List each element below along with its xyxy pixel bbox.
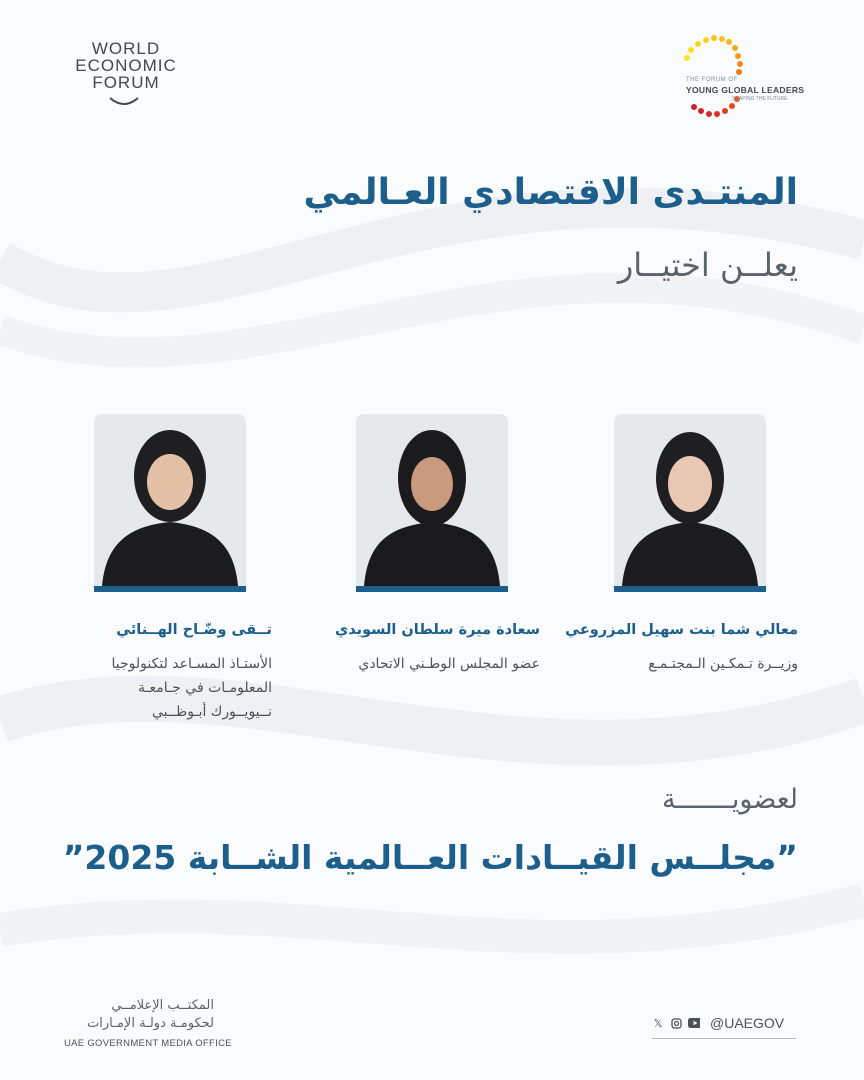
social-handle[interactable]: @UAEGOV	[710, 1015, 785, 1031]
ygl-small-text: THE FORUM OF	[686, 77, 738, 83]
person-role: عضو المجلس الوطـني الاتحادي	[358, 656, 540, 672]
ygl-main-text: YOUNG GLOBAL LEADERS	[686, 85, 805, 95]
portrait-card	[614, 414, 766, 592]
gmo-arabic-line: المكتــب الإعلامــي	[111, 998, 214, 1013]
social-bar	[652, 1014, 784, 1032]
ygl-tagline: SHAPING THE FUTURE	[732, 96, 788, 102]
person-role: الأستـاذ المسـاعد لتكنولوجيا	[111, 656, 272, 672]
wef-logo-line: WORLD	[91, 39, 161, 58]
page-title: المنتـدى الاقتصادي العـالمي	[303, 172, 798, 213]
portrait-accent-bar	[94, 586, 246, 592]
person-role: نــيويــورك أبـوظــبي	[152, 704, 272, 720]
ygl-logo	[672, 30, 805, 126]
portrait-accent-bar	[614, 586, 766, 592]
wef-arc-icon	[108, 96, 140, 106]
person-name: معالي شما بنت سهيل المزروعي	[565, 622, 798, 638]
portrait-card	[356, 414, 508, 592]
portrait-accent-bar	[356, 586, 508, 592]
x-icon[interactable]: 𝕏	[653, 1016, 663, 1030]
gmo-english-name: UAE GOVERNMENT MEDIA OFFICE	[64, 1038, 232, 1049]
portrait-image	[614, 414, 766, 592]
page-subtitle: يعلــن اختيــار	[617, 246, 798, 284]
person-name: سعادة ميرة سلطان السويدي	[334, 622, 540, 638]
portrait-card	[94, 414, 246, 592]
person-name: تــقى وضّـاح الهــنائي	[116, 622, 272, 638]
person-role: المعلومـات في جـامعـة	[137, 680, 272, 696]
membership-intro: لعضويـــــــة	[662, 784, 798, 815]
gmo-arabic-line: لحكومـة دولـة الإمـارات	[87, 1016, 214, 1031]
portrait-image	[356, 414, 508, 592]
instagram-icon[interactable]	[670, 1017, 682, 1029]
person-role: وزيــرة تـمكـين الـمجتـمـع	[648, 656, 798, 672]
footer-divider	[652, 1038, 796, 1039]
wef-logo-line: ECONOMIC	[75, 56, 177, 75]
council-title: ”مجلــس القيــادات العــالمية الشــابة 2025”	[62, 838, 798, 877]
portrait-image	[94, 414, 246, 592]
youtube-icon[interactable]	[688, 1017, 700, 1029]
wef-logo	[66, 40, 186, 110]
wef-logo-line: FORUM	[92, 73, 160, 92]
